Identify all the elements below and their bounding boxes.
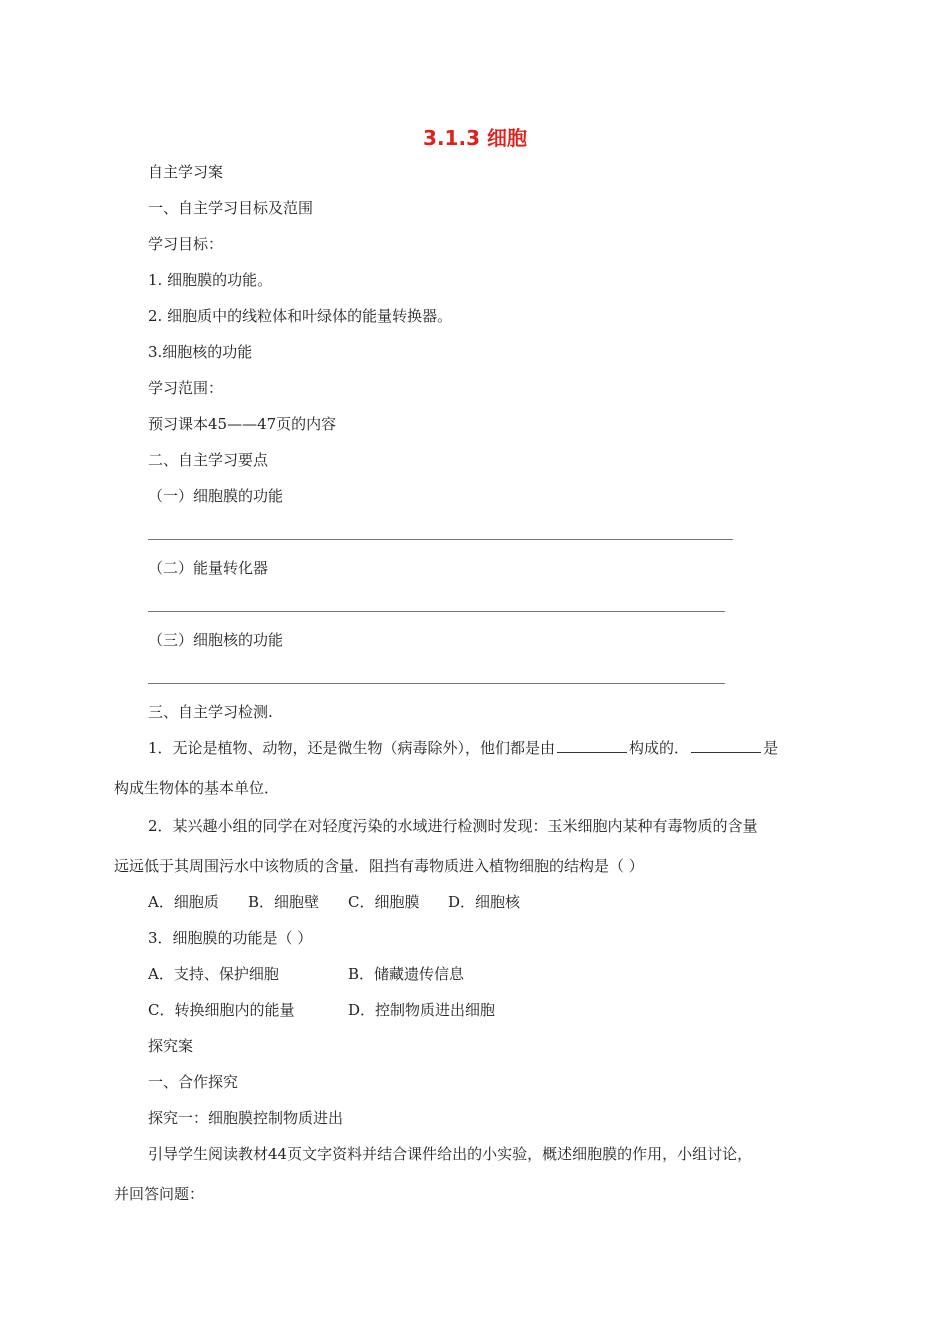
goals-label: 学习目标： bbox=[148, 235, 224, 253]
q2-option-a: A．细胞质 bbox=[148, 893, 219, 911]
question-2-line-1: 2．某兴趣小组的同学在对轻度污染的水域进行检测时发现：玉米细胞内某种有毒物质的含量 bbox=[148, 817, 758, 835]
document-title: 3.1.3 细胞 bbox=[423, 126, 527, 150]
question-1-part-2: 构成的． bbox=[629, 739, 690, 757]
point-2: （二）能量转化器 bbox=[148, 559, 269, 577]
section-2-title: 二、自主学习要点 bbox=[148, 451, 269, 469]
question-3-options-row-2 bbox=[148, 999, 495, 1021]
question-1 bbox=[148, 737, 778, 759]
q3-option-a: A．支持、保护细胞 bbox=[148, 965, 279, 983]
question-1-line-2: 构成生物体的基本单位． bbox=[114, 779, 280, 797]
question-3-options-row-1 bbox=[148, 963, 464, 985]
goal-2: 2. 细胞质中的线粒体和叶绿体的能量转换器。 bbox=[148, 307, 453, 325]
q3-option-b: B．储藏遗传信息 bbox=[348, 965, 465, 983]
point-3: （三）细胞核的功能 bbox=[148, 631, 284, 649]
explore-1-line-1: 引导学生阅读教材44页文字资料并结合课件给出的小实验，概述细胞膜的作用，小组讨论， bbox=[148, 1145, 753, 1163]
q2-option-b: B．细胞壁 bbox=[248, 893, 320, 911]
fill-blank-2 bbox=[691, 738, 761, 753]
answer-line-1 bbox=[148, 539, 733, 540]
goal-1: 1. 细胞膜的功能。 bbox=[148, 271, 273, 289]
explore-1-line-2: 并回答问题： bbox=[114, 1185, 205, 1203]
scope-text: 预习课本45——47页的内容 bbox=[148, 415, 337, 433]
question-1-part-1: 1．无论是植物、动物，还是微生物（病毒除外），他们都是由 bbox=[148, 739, 556, 757]
q3-option-d: D．控制物质进出细胞 bbox=[348, 1001, 496, 1019]
section-3-title: 三、自主学习检测. bbox=[148, 703, 273, 721]
heading-explore: 探究案 bbox=[148, 1037, 194, 1055]
fill-blank-1 bbox=[557, 738, 627, 753]
goal-3: 3.细胞核的功能 bbox=[148, 343, 253, 361]
q3-option-c: C．转换细胞内的能量 bbox=[148, 1001, 295, 1019]
answer-line-3 bbox=[148, 683, 725, 684]
heading-self-study: 自主学习案 bbox=[148, 163, 224, 181]
scope-label: 学习范围： bbox=[148, 379, 224, 397]
question-1-part-3: 是 bbox=[763, 739, 779, 757]
q2-option-d: D．细胞核 bbox=[448, 893, 521, 911]
question-3-stem: 3．细胞膜的功能是（ ） bbox=[148, 929, 313, 947]
section-1-title: 一、自主学习目标及范围 bbox=[148, 199, 314, 217]
question-2-line-2: 远远低于其周围污水中该物质的含量．阻挡有毒物质进入植物细胞的结构是（ ） bbox=[114, 857, 644, 875]
explore-section-1: 一、合作探究 bbox=[148, 1073, 239, 1091]
point-1: （一）细胞膜的功能 bbox=[148, 487, 284, 505]
answer-line-2 bbox=[148, 611, 725, 612]
q2-option-c: C．细胞膜 bbox=[348, 893, 420, 911]
explore-1-title: 探究一：细胞膜控制物质进出 bbox=[148, 1109, 344, 1127]
question-2-options bbox=[148, 891, 520, 913]
